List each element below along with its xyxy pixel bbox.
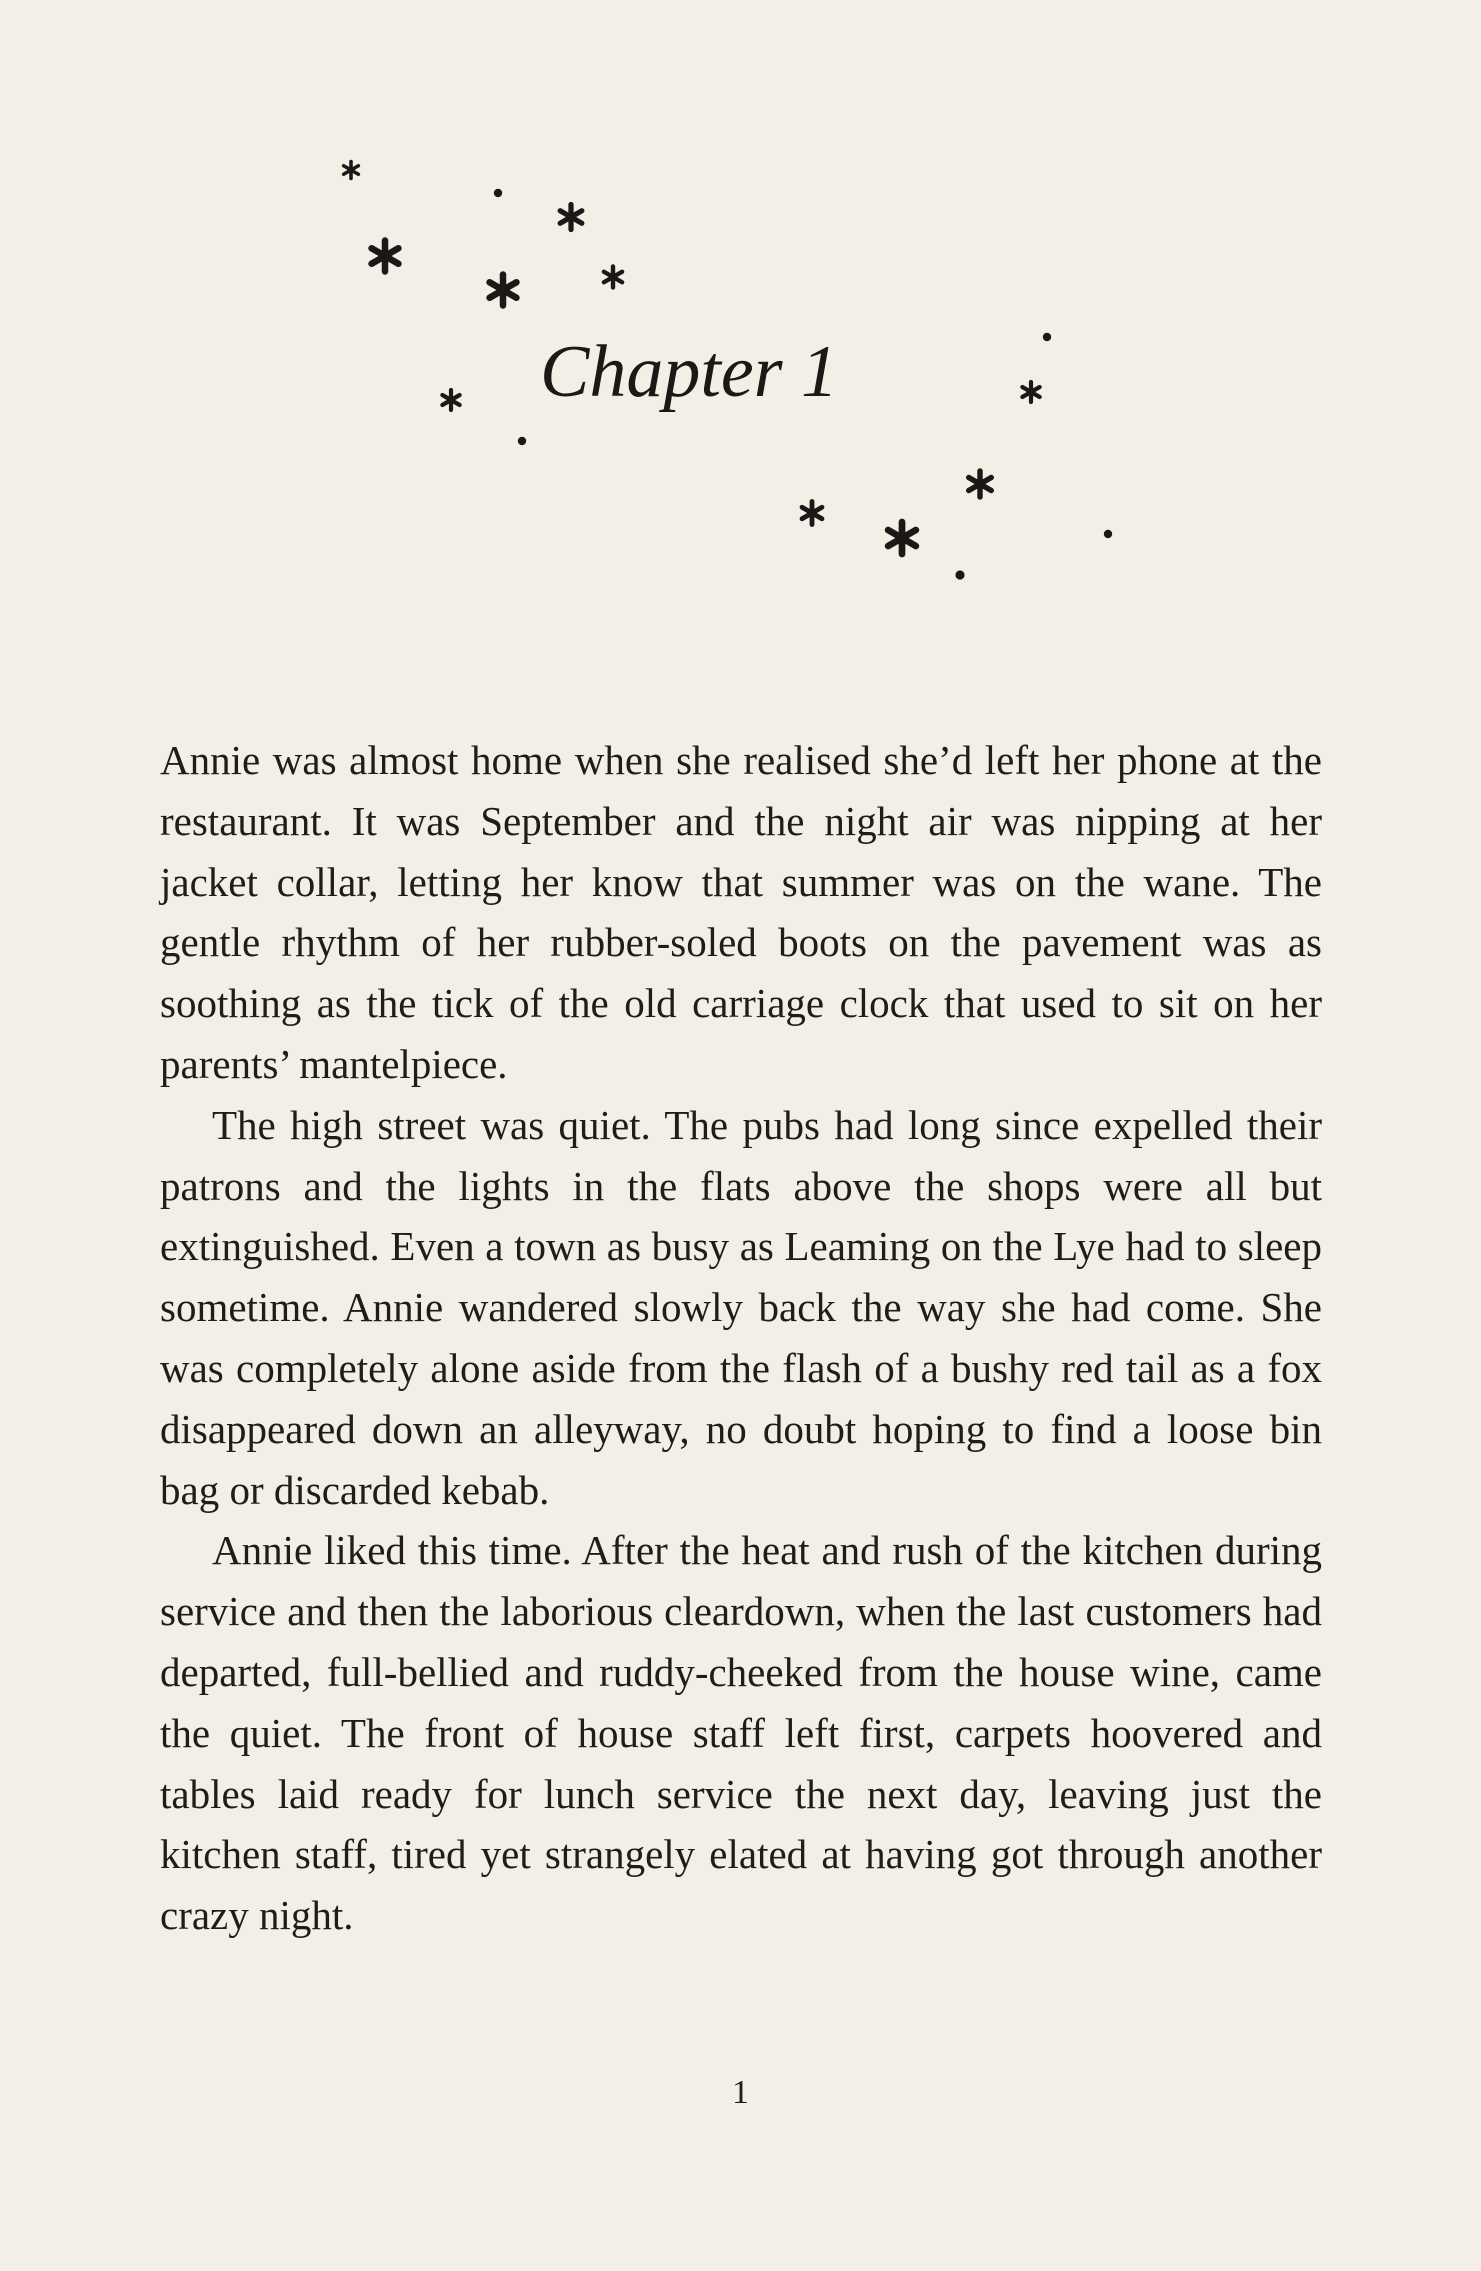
star-icon <box>560 205 582 230</box>
dot-icon <box>1043 333 1051 341</box>
dot-icon <box>955 570 964 579</box>
star-icon <box>604 267 622 288</box>
dot-icon <box>1104 530 1112 538</box>
page-number: 1 <box>732 2074 749 2111</box>
paragraph: Annie was almost home when she realised she’d left her phone at the restaurant. It was September and the night air was nipping at her jacket collar, letting her know that summer was on the wane. The gentle rhythm of her rubber-soled boots on the pavement was as soothing as the tick of the old carriage clock that used to sit on her parents’ mantelpiece. <box>160 737 1322 1087</box>
chapter-title: Chapter 1 <box>540 331 839 413</box>
star-icon <box>802 502 822 525</box>
star-icon <box>344 162 359 179</box>
dot-icon <box>518 437 526 445</box>
chapter-body <box>160 730 1322 1946</box>
star-icon <box>1022 382 1039 402</box>
star-icon <box>442 390 459 410</box>
paragraph: The high street was quiet. The pubs had long since expelled their patrons and the lights in the flats above the shops were all but extinguished. Even a town as busy as Leaming on the Lye had to sleep sometime. Annie wandered slowly back the way she had come. She was completely alone aside from the flash of a bushy red tail as a fox disappeared down an alleyway, no doubt hoping to find a loose bin bag or discarded kebab. <box>160 1101 1322 1513</box>
star-decoration <box>0 0 1481 620</box>
star-icon <box>490 275 517 306</box>
paragraph: Annie liked this time. After the heat and rush of the kitchen during service and then the laborious cleardown, when the last customers had departed, full-bellied and ruddy-cheeked from the house wine, came the quiet. The front of house staff left first, carpets hoovered and tables laid ready for lunch service the next day, leaving just the kitchen staff, tired yet strangely elated at having got through another crazy night. <box>160 1527 1322 1939</box>
star-icon <box>969 471 992 497</box>
dot-icon <box>494 189 502 197</box>
star-icon <box>888 522 916 554</box>
star-icon <box>372 241 399 272</box>
